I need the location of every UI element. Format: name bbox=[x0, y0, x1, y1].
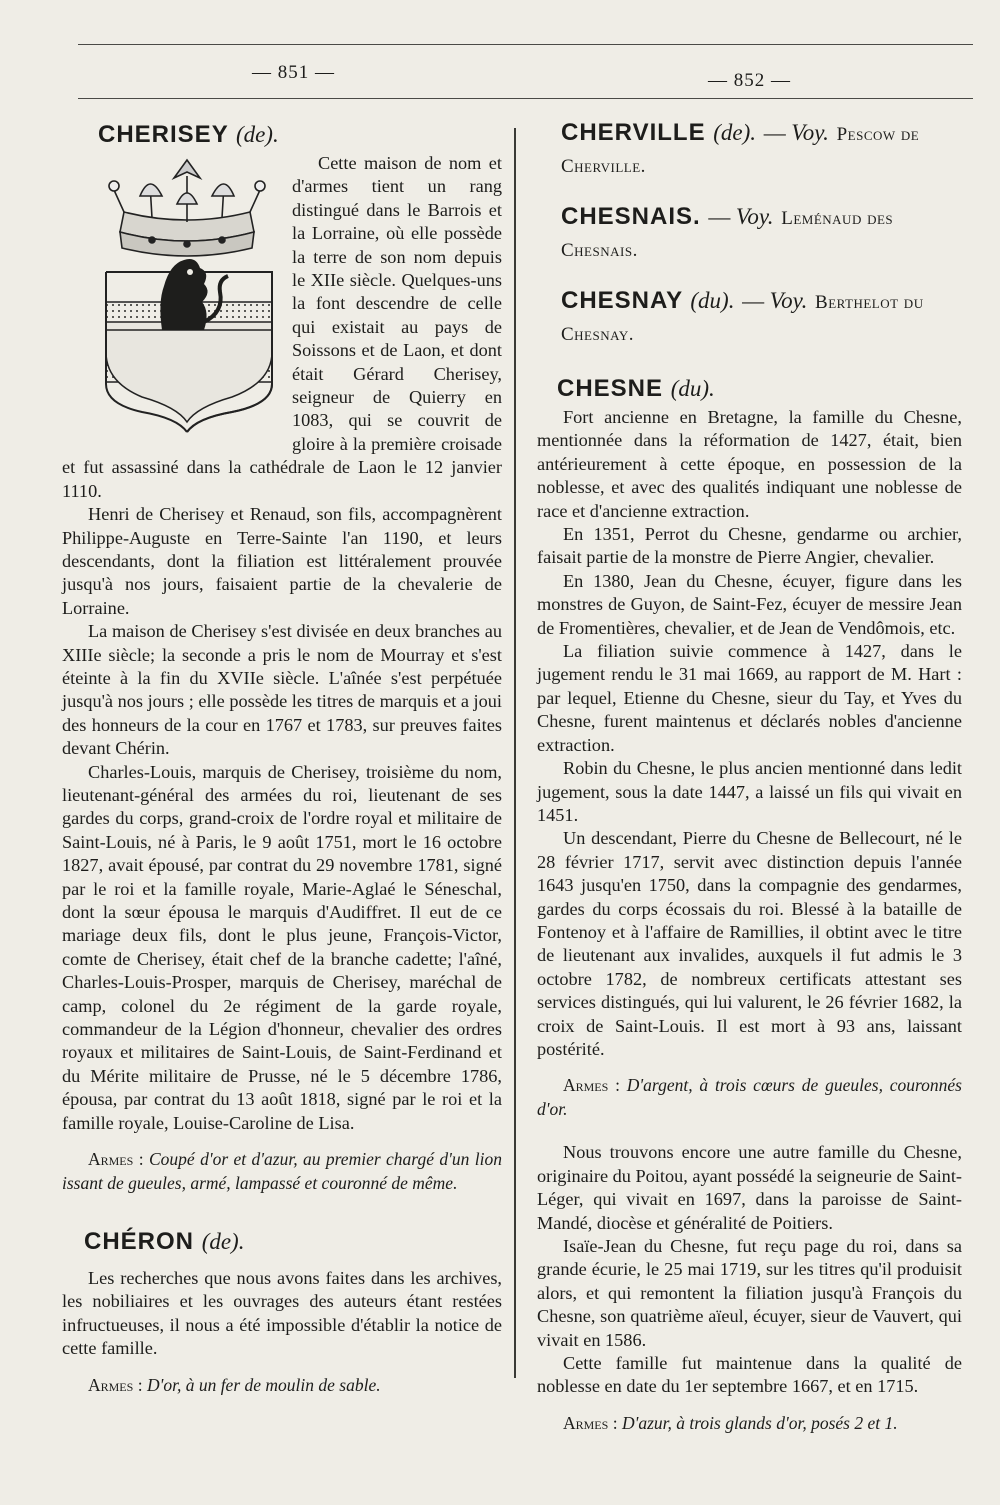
crowned-shield-icon bbox=[92, 152, 282, 442]
right-column bbox=[537, 118, 962, 1435]
arms-description: Armes : D'azur, à trois glands d'or, posés 2 et 1. bbox=[563, 1412, 898, 1433]
entry-title-chesnais: CHESNAIS. — Voy. Leménaud des Chesnais. bbox=[561, 203, 894, 261]
coat-of-arms-image bbox=[92, 152, 282, 442]
paragraph: Nous trouvons encore une autre famille du Chesne, originaire du Poitou, ayant possédé la seigneurie de Saint-Léger, qui vivait en 1697, dans la paroisse de Saint-Mandé, diocèse et généralité de Poitiers. bbox=[537, 1142, 962, 1233]
page-number-left: — 851 — bbox=[252, 62, 335, 83]
paragraph: La filiation suivie commence à 1427, dans le jugement rendu le 31 mai 1669, au rapport de M. Hart : par lequel, Etienne du Chesne, sieur du Tay, et Yves du Chesne, furent maintenus et déclarés nobles d'ancienne extraction. bbox=[537, 641, 962, 755]
arms-description: Armes : D'argent, à trois cœurs de gueules, couronnés d'or. bbox=[537, 1075, 962, 1120]
paragraph: Robin du Chesne, le plus ancien mentionné dans ledit jugement, sous la date 1447, a laissé un fils qui vivait en 1451. bbox=[537, 758, 962, 825]
top-rule bbox=[78, 44, 973, 45]
paragraph: Un descendant, Pierre du Chesne de Bellecourt, né le 28 février 1717, servit avec distinction depuis l'année 1643 jusqu'en 1750, dans la compagnie des gendarmes, gardes du corps écossais du roi. Blessé à la bataille de Fontenoy et à l'affaire de Ramillies, il obtint avec le titre de lieutenant aux invalides, auxquels il fut admis le 3 octobre 1782, de nombreux certificats attestant ses services distingués, qui lui valurent, le 26 février 1682, la croix de Saint-Louis. Il est mort à 93 ans, laissant postérité. bbox=[537, 828, 962, 1059]
page-number-right: — 852 — bbox=[708, 70, 791, 91]
shield-icon bbox=[100, 259, 274, 442]
paragraph: Cette famille fut maintenue dans la qualité de noblesse en date du 1er septembre 1667, et en 1715. bbox=[537, 1353, 962, 1397]
paragraph: En 1351, Perrot du Chesne, gendarme ou archier, faisait partie de la monstre de Pierre Angier, chevalier. bbox=[537, 524, 962, 568]
entry-title-cheron: CHÉRON (de). bbox=[84, 1228, 245, 1256]
paragraph: En 1380, Jean du Chesne, écuyer, figure dans les monstres de Guyon, de Saint-Fez, écuyer de messire Jean de Fromentières, chevalier, et de Jean de Vendômois, etc. bbox=[537, 570, 962, 638]
arms-description: Armes : Coupé d'or et d'azur, au premier chargé d'un lion issant de gueules, armé, lampassé et couronné de même. bbox=[62, 1149, 502, 1194]
paragraph: Les recherches que nous avons faites dans les archives, les nobiliaires et les ouvrages des auteurs étant restées infructueuses, il nous a été impossible d'établir la notice de cette famille. bbox=[62, 1268, 502, 1359]
paragraph: La maison de Cherisey s'est divisée en deux branches au XIIIe siècle; la seconde a pris le nom de Mourray et s'est éteinte à la fin du XVIIe siècle. L'aînée s'est perpétuée jusqu'à nos jours ; elle possède les titres de marquis et a joui des honneurs de la cour en 1767 et 1783, sur preuves faites devant Chérin. bbox=[62, 621, 502, 759]
entry-title-chesne: CHESNE (du). bbox=[557, 375, 715, 402]
left-column bbox=[62, 118, 502, 1397]
arms-description: Armes : D'or, à un fer de moulin de sable. bbox=[88, 1374, 381, 1395]
crown-icon bbox=[109, 160, 265, 256]
paragraph: Henri de Cherisey et Renaud, son fils, accompagnèrent Philippe-Auguste en Terre-Sainte l'an 1190, et leurs descendants, dont la filiation est littéralement prouvée jusqu'à nos jours, faisaient partie de la chevalerie de Lorraine. bbox=[62, 504, 502, 618]
header-rule bbox=[78, 98, 973, 99]
paragraph: Fort ancienne en Bretagne, la famille du Chesne, mentionnée dans la réformation de 1427, était, bien antérieurement à cette époque, en possession de la noblesse, et avec des qualités indiquant une noblesse de race et d'ancienne extraction. bbox=[537, 407, 962, 521]
paragraph: Cette maison de nom et d'armes tient un rang distingué dans le Barrois et la Lorraine, où elle possède la terre de son nom depuis le XIIe siècle. Quelques-uns la font descendre de celle qui existait au pays de Soissons et de Laon, et dont était Gérard Cherisey, seigneur de Quierry en 1083, qui se couvrit de gloire à la première croisade et fut assassiné dans la cathédrale de Laon le 12 janvier 1110. bbox=[62, 153, 502, 501]
paragraph: Charles-Louis, marquis de Cherisey, troisième du nom, lieutenant-général des armées du roi, lieutenant de ses gardes du corps, grand-croix de l'ordre royal et militaire de Saint-Louis, né à Paris, le 9 août 1751, mort le 16 octobre 1827, avait épousé, par contrat du 29 novembre 1781, signé par le roi et la famille royale, Marie-Aglaé le Séneschal, dont la sœur épousa le marquis d'Audiffret. Il eut de ce mariage deux fils, dont le plus jeune, François-Victor, comte de Cherisey, était chef de la branche cadette; l'aîné, Charles-Louis-Prosper, marquis de Cherisey, maréchal de camp, colonel du 2e régiment de la garde royale, commandeur de la Légion d'honneur, chevalier des ordres royaux et militaires de Saint-Louis, de Saint-Ferdinand et du Mérite militaire de Prusse, né le 5 décembre 1786, épousa, par contrat du 13 août 1818, signé par le roi et la famille royale, Louise-Caroline de Lisa. bbox=[62, 761, 502, 1133]
entry-title-cherville: CHERVILLE (de). — Voy. Pescow de Cherville. bbox=[561, 119, 920, 177]
entry-title-cherisey: CHERISEY (de). bbox=[98, 121, 279, 148]
column-divider bbox=[514, 128, 516, 1378]
paragraph: Isaïe-Jean du Chesne, fut reçu page du roi, dans sa grande écurie, le 25 mai 1719, sur les titres qu'il produisit alors, et qui remontent la filiation jusqu'à François du Chesne, son quatrième aïeul, écuyer, sieur de Vauvert, qui vivait en 1586. bbox=[537, 1236, 962, 1350]
entry-title-chesnay: CHESNAY (du). — Voy. Berthelot du Chesnay. bbox=[561, 287, 924, 345]
